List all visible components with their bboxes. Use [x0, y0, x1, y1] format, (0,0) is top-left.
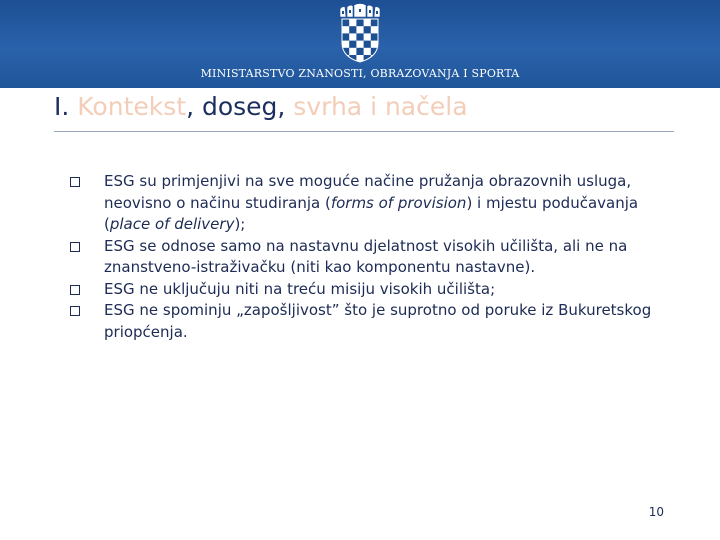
bullet-text: ESG se odnose samo na nastavnu djelatnost visokih učilišta, ali ne na znanstveno-istraživačku (niti kao komponentu nastavne). [104, 236, 628, 276]
bullet-item [70, 236, 670, 279]
bullet-text: ESG ne spominju „zapošljivost” što je suprotno od poruke iz Bukuretskog priopćenja. [104, 301, 652, 341]
croatian-coat-of-arms-icon [336, 3, 384, 63]
title-part-2: Kontekst [77, 92, 187, 121]
bullet-item [70, 171, 670, 236]
page-number: 10 [648, 505, 664, 519]
title-part-3: , doseg, [186, 92, 294, 121]
bullet-list [70, 171, 670, 343]
title-part-1: I. [54, 92, 78, 121]
bullet-item [70, 279, 670, 301]
title-divider [54, 131, 674, 132]
hollow-square-bullet-icon [70, 306, 80, 316]
bullet-text: ESG su primjenjivi na sve moguće načine pružanja obrazovnih usluga, neovisno o načinu studiranja (forms of provision) i mjestu podučavanja (place of delivery); [104, 172, 639, 233]
hollow-square-bullet-icon [70, 242, 80, 252]
ministry-name: MINISTARSTVO ZNANOSTI, OBRAZOVANJA I SPORTA [200, 67, 520, 80]
hollow-square-bullet-icon [70, 177, 80, 187]
bullet-item [70, 300, 670, 343]
title-part-4: svrha i načela [293, 92, 468, 121]
header-banner [0, 0, 720, 88]
bullet-text: ESG ne uključuju niti na treću misiju visokih učilišta; [104, 279, 496, 298]
slide-title [54, 90, 468, 124]
hollow-square-bullet-icon [70, 285, 80, 295]
